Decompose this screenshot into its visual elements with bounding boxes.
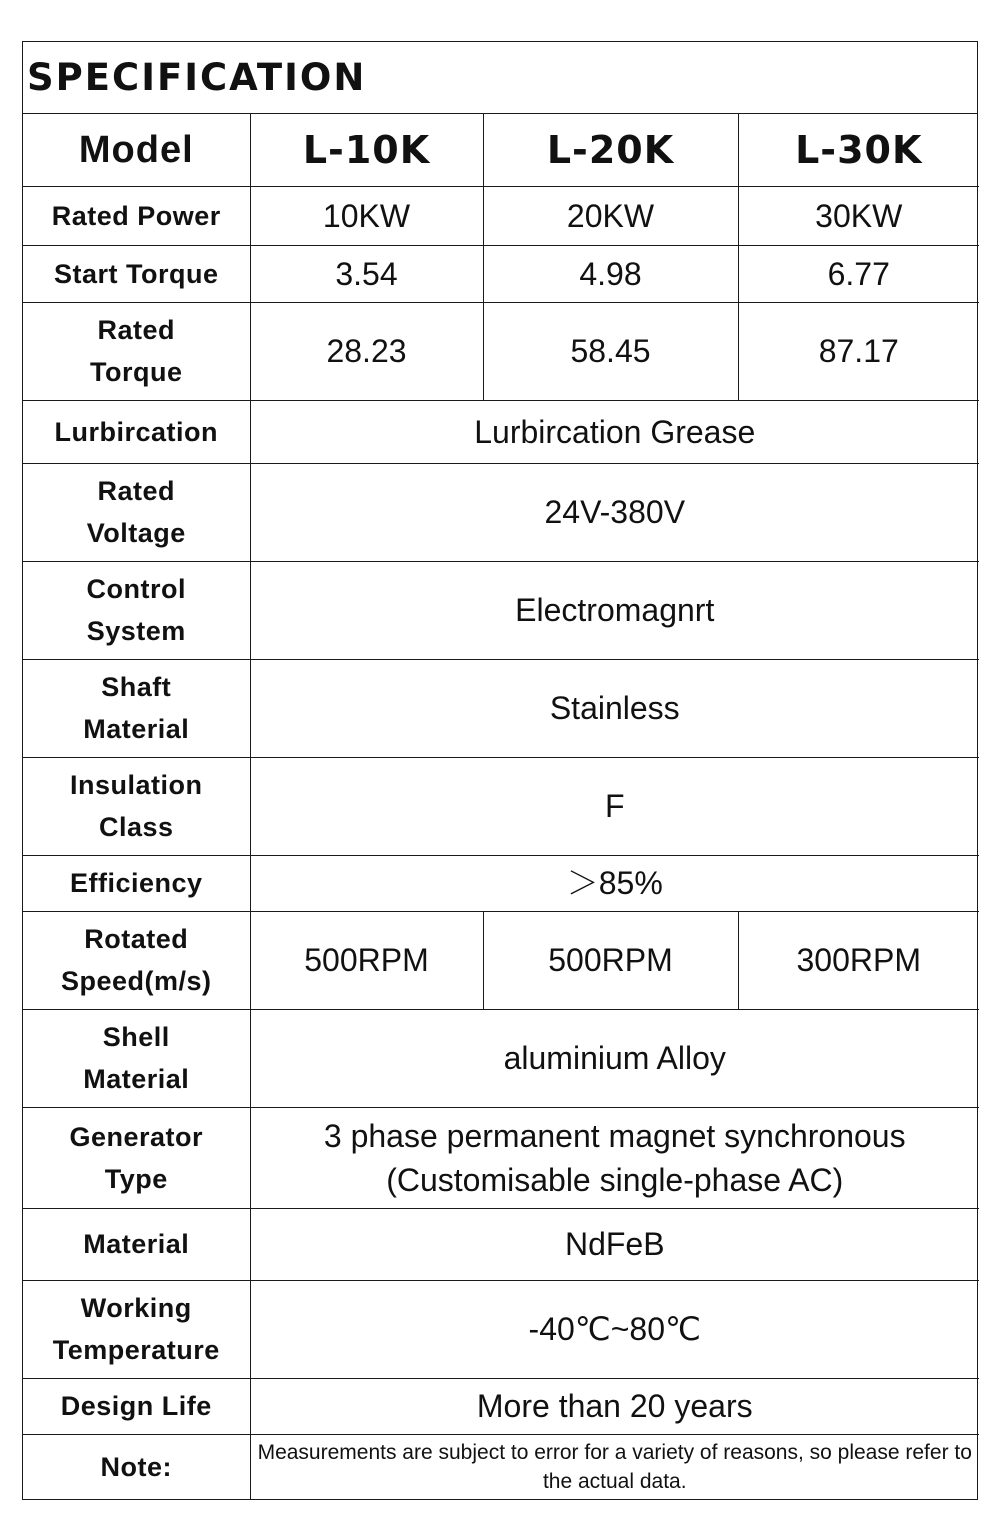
working-temperature-label <box>23 1280 250 1378</box>
rotated-speed-value: 500RPM <box>483 911 738 1009</box>
rated-voltage-row <box>23 463 979 561</box>
shaft-material-label <box>23 659 250 757</box>
model-row <box>23 114 979 186</box>
sheet-title: SPECIFICATION <box>27 56 367 99</box>
note-value: Measurements are subject to error for a variety of reasons, so please refer to the actual data. <box>250 1434 979 1500</box>
rated-power-value: 20KW <box>483 186 738 245</box>
insulation-class-row <box>23 757 979 855</box>
specification-sheet <box>22 41 978 1500</box>
label-line: Material <box>83 1064 190 1094</box>
label-line: Rated <box>97 315 175 345</box>
control-system-label <box>23 561 250 659</box>
working-temperature-row <box>23 1280 979 1378</box>
lubrication-label: Lurbircation <box>23 400 250 463</box>
shaft-material-row <box>23 659 979 757</box>
label-line: Material <box>83 714 190 744</box>
efficiency-row <box>23 855 979 911</box>
control-system-row <box>23 561 979 659</box>
rated-torque-value: 87.17 <box>738 302 979 400</box>
shell-material-label <box>23 1009 250 1107</box>
shell-material-row <box>23 1009 979 1107</box>
label-line: Torque <box>90 357 183 387</box>
model-l-10k: L-10K <box>250 114 483 186</box>
generator-type-row <box>23 1107 979 1208</box>
efficiency-label: Efficiency <box>23 855 250 911</box>
insulation-class-value: F <box>250 757 979 855</box>
rated-voltage-label <box>23 463 250 561</box>
label-line: System <box>86 616 186 646</box>
lubrication-value: Lurbircation Grease <box>250 400 979 463</box>
shell-material-value: aluminium Alloy <box>250 1009 979 1107</box>
design-life-row <box>23 1378 979 1434</box>
rated-power-value: 10KW <box>250 186 483 245</box>
rotated-speed-value: 500RPM <box>250 911 483 1009</box>
label-line: Shaft <box>101 672 172 702</box>
rotated-speed-label <box>23 911 250 1009</box>
label-line: Working <box>80 1293 192 1323</box>
model-l-20k: L-20K <box>483 114 738 186</box>
label-line: Insulation <box>70 770 203 800</box>
label-line: Rated <box>97 476 175 506</box>
value-line: 3 phase permanent magnet synchronous <box>323 1117 906 1154</box>
rated-voltage-value: 24V-380V <box>250 463 979 561</box>
label-line: Type <box>104 1163 168 1194</box>
start-torque-value: 4.98 <box>483 245 738 302</box>
working-temperature-value: -40℃~80℃ <box>250 1280 979 1378</box>
label-line: Generator <box>69 1121 204 1152</box>
label-line: Voltage <box>86 518 186 548</box>
model-l-30k: L-30K <box>738 114 979 186</box>
material-label: Material <box>23 1208 250 1280</box>
note-row <box>23 1434 979 1500</box>
design-life-label: Design Life <box>23 1378 250 1434</box>
design-life-value: More than 20 years <box>250 1378 979 1434</box>
generator-type-label <box>23 1107 250 1208</box>
rated-torque-label <box>23 302 250 400</box>
rated-torque-row <box>23 302 979 400</box>
start-torque-label: Start Torque <box>23 245 250 302</box>
rotated-speed-value: 300RPM <box>738 911 979 1009</box>
label-line: Class <box>98 812 174 842</box>
label-line: Speed(m/s) <box>60 966 212 996</box>
label-line: Control <box>86 574 186 604</box>
generator-type-value <box>250 1107 979 1208</box>
shaft-material-value: Stainless <box>250 659 979 757</box>
lubrication-row <box>23 400 979 463</box>
label-line: Rotated <box>84 924 189 954</box>
rated-power-row <box>23 186 979 245</box>
label-line: Temperature <box>52 1335 220 1365</box>
efficiency-value: ＞85% <box>250 855 979 911</box>
label-line: Shell <box>102 1022 170 1052</box>
rated-power-label: Rated Power <box>23 186 250 245</box>
rated-power-value: 30KW <box>738 186 979 245</box>
value-line: (Customisable single-phase AC) <box>386 1161 844 1198</box>
rated-torque-value: 28.23 <box>250 302 483 400</box>
material-value: NdFeB <box>250 1208 979 1280</box>
control-system-value: Electromagnrt <box>250 561 979 659</box>
spec-table <box>23 114 979 1500</box>
rated-torque-value: 58.45 <box>483 302 738 400</box>
start-torque-value: 6.77 <box>738 245 979 302</box>
title-row <box>23 42 977 114</box>
insulation-class-label <box>23 757 250 855</box>
note-label: Note: <box>23 1434 250 1500</box>
rotated-speed-row <box>23 911 979 1009</box>
material-row <box>23 1208 979 1280</box>
model-label: Model <box>23 114 250 186</box>
start-torque-row <box>23 245 979 302</box>
start-torque-value: 3.54 <box>250 245 483 302</box>
